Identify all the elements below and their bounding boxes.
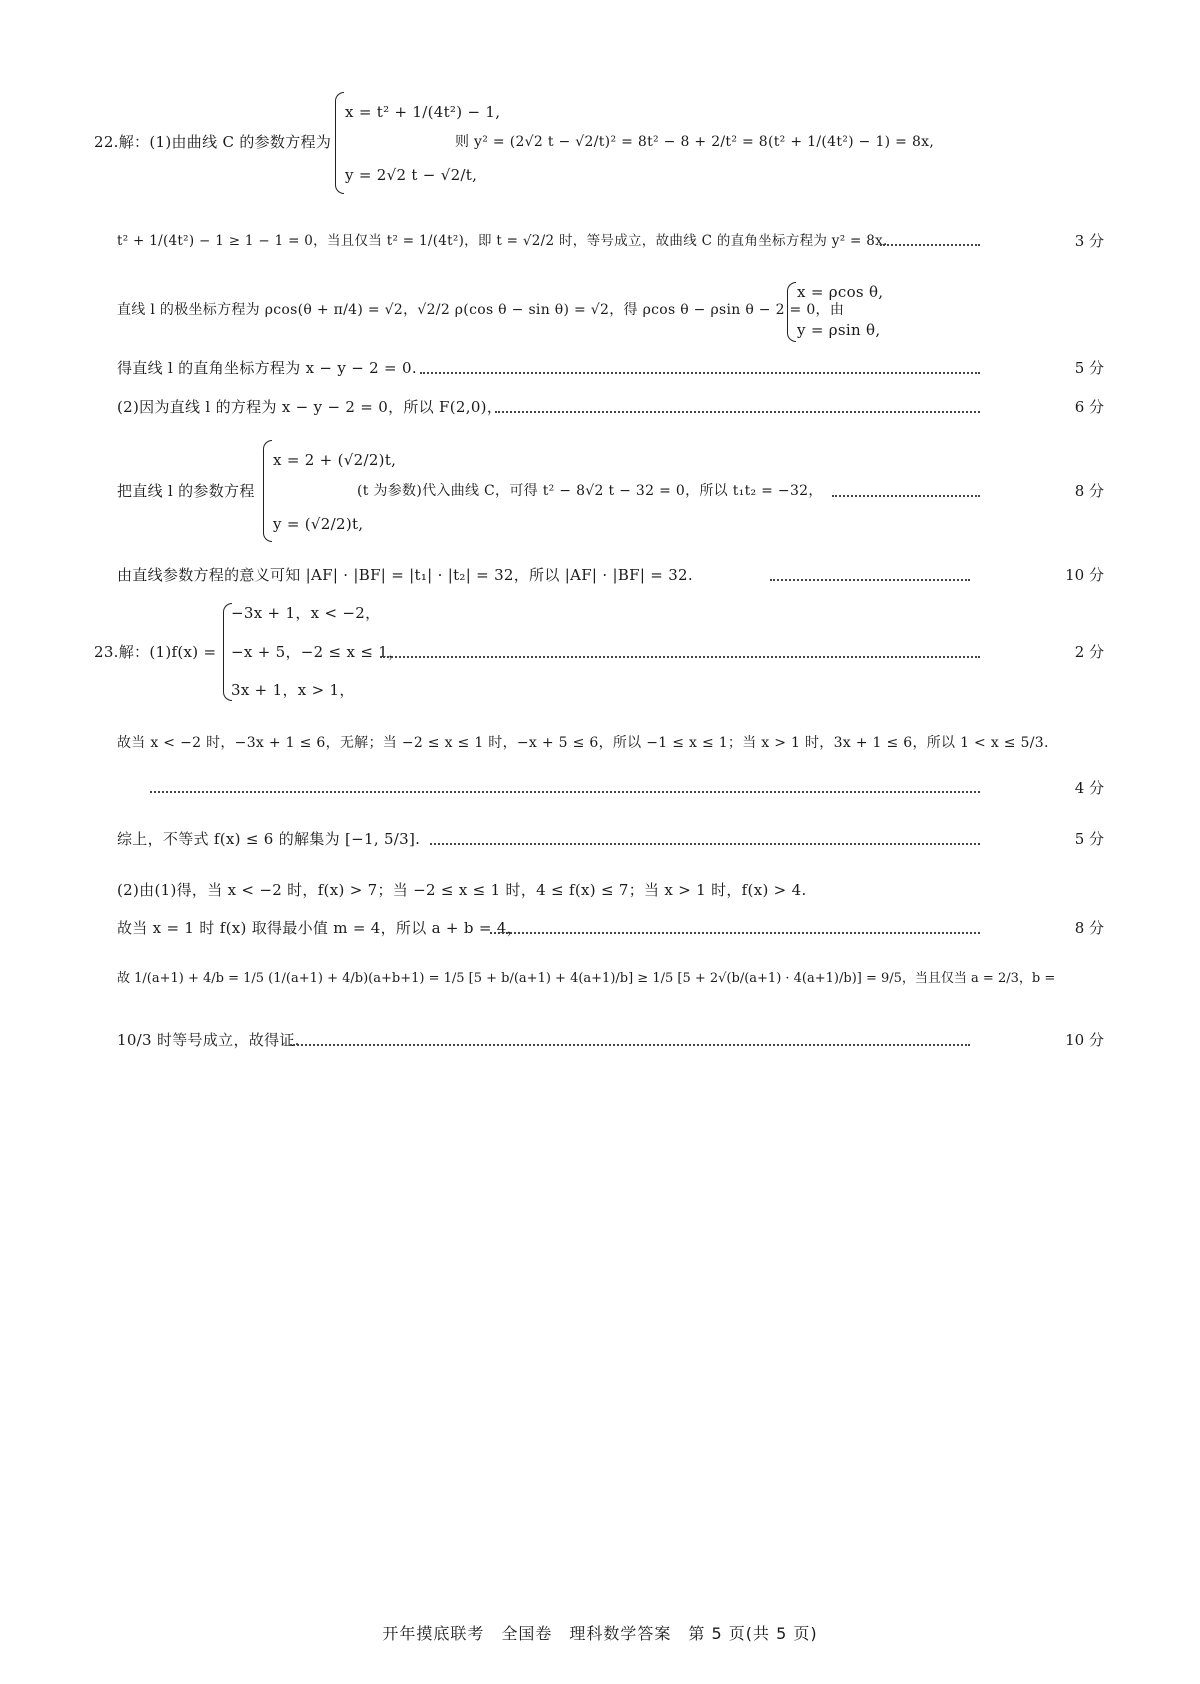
dot-leader	[430, 843, 980, 845]
q23-line6: 故 1/(a+1) + 4/b = 1/5 (1/(a+1) + 4/b)(a+b+1) = 1/5 [5 + b/(a+1) + 4(a+1)/b] ≥ 1/5 [5 + 2√(b/(a+1) · 4(a+1)/b)] = 9/5，当且仅当 a = 2/3，b =	[117, 971, 1056, 986]
q22-polar-y: y = ρsin θ,	[797, 321, 881, 339]
dot-leader	[770, 579, 970, 581]
q23-intro: 23.解：(1)f(x) =	[94, 643, 217, 661]
q23-line2-score: 4 分	[1074, 779, 1104, 797]
q22-line5-score: 6 分	[1074, 398, 1104, 416]
dot-leader	[495, 411, 980, 413]
q22-param-x: x = t² + 1/(4t²) − 1,	[345, 103, 501, 121]
dot-leader	[380, 656, 980, 658]
q22-line2-score: 3 分	[1074, 232, 1104, 250]
q23-line2: 故当 x < −2 时，−3x + 1 ≤ 6，无解；当 −2 ≤ x ≤ 1 时，−x + 5 ≤ 6，所以 −1 ≤ x ≤ 1；当 x > 1 时，3x + 1 ≤ 6，所以 1 < x ≤ 5/3.	[117, 735, 1049, 751]
q23-line7-score: 10 分	[1065, 1031, 1104, 1049]
q22-line4: 得直线 l 的直角坐标方程为 x − y − 2 = 0.	[117, 359, 417, 377]
q23-line5-score: 8 分	[1074, 919, 1104, 937]
q22-line4-score: 5 分	[1074, 359, 1104, 377]
q23-line7: 10/3 时等号成立，故得证.	[117, 1031, 300, 1049]
q23-case2: −x + 5，−2 ≤ x ≤ 1，	[231, 643, 404, 661]
q22-line7-score: 10 分	[1065, 566, 1104, 584]
dot-leader	[420, 372, 980, 374]
q22-line6-x: x = 2 + (√2/2)t,	[273, 451, 397, 469]
q23-line5: 故当 x = 1 时 f(x) 取得最小值 m = 4，所以 a + b = 4，	[117, 919, 522, 937]
q22-line6-y: y = (√2/2)t,	[273, 515, 364, 533]
q22-then: 则 y² = (2√2 t − √2/t)² = 8t² − 8 + 2/t² = 8(t² + 1/(4t²) − 1) = 8x,	[455, 134, 935, 150]
page-footer: 开年摸底联考 全国卷 理科数学答案 第 5 页(共 5 页)	[382, 1624, 818, 1643]
q22-polar-x: x = ρcos θ,	[797, 283, 884, 301]
q22-param-brace	[335, 92, 344, 194]
q23-case3: 3x + 1，x > 1，	[231, 681, 355, 699]
q23-line3: 综上，不等式 f(x) ≤ 6 的解集为 [−1, 5/3].	[117, 830, 421, 848]
dot-leader	[150, 791, 980, 793]
q22-polar-brace	[787, 282, 796, 342]
q22-line7: 由直线参数方程的意义可知 |AF| · |BF| = |t₁| · |t₂| = 32，所以 |AF| · |BF| = 32.	[117, 566, 693, 584]
q22-line-param-brace	[263, 440, 272, 542]
q22-line5: (2)因为直线 l 的方程为 x − y − 2 = 0，所以 F(2,0)，	[117, 398, 503, 416]
q22-intro: 22.解：(1)由曲线 C 的参数方程为	[94, 133, 332, 151]
q22-line6-pre: 把直线 l 的参数方程	[117, 482, 255, 500]
q22-line6-score: 8 分	[1074, 482, 1104, 500]
q22-param-y: y = 2√2 t − √2/t,	[345, 166, 478, 184]
q23-case1: −3x + 1，x < −2，	[231, 604, 381, 622]
dot-leader	[832, 495, 980, 497]
q22-line3: 直线 l 的极坐标方程为 ρcos(θ + π/4) = √2，√2/2 ρ(cos θ − sin θ) = √2，得 ρcos θ − ρsin θ − 2 = 0，由	[117, 302, 845, 318]
dot-leader	[290, 1044, 970, 1046]
q23-line3-score: 5 分	[1074, 830, 1104, 848]
q23-line4: (2)由(1)得，当 x < −2 时，f(x) > 7；当 −2 ≤ x ≤ 1 时，4 ≤ f(x) ≤ 7；当 x > 1 时，f(x) > 4.	[117, 881, 807, 899]
dot-leader	[490, 932, 980, 934]
q22-line6-post: (t 为参数)代入曲线 C，可得 t² − 8√2 t − 32 = 0，所以 t₁t₂ = −32，	[357, 483, 823, 499]
dot-leader	[880, 244, 980, 246]
q23-case-score: 2 分	[1074, 643, 1104, 661]
q22-line2: t² + 1/(4t²) − 1 ≥ 1 − 1 = 0，当且仅当 t² = 1/(4t²)，即 t = √2/2 时，等号成立，故曲线 C 的直角坐标方程为 y² = 8x.	[117, 233, 888, 249]
